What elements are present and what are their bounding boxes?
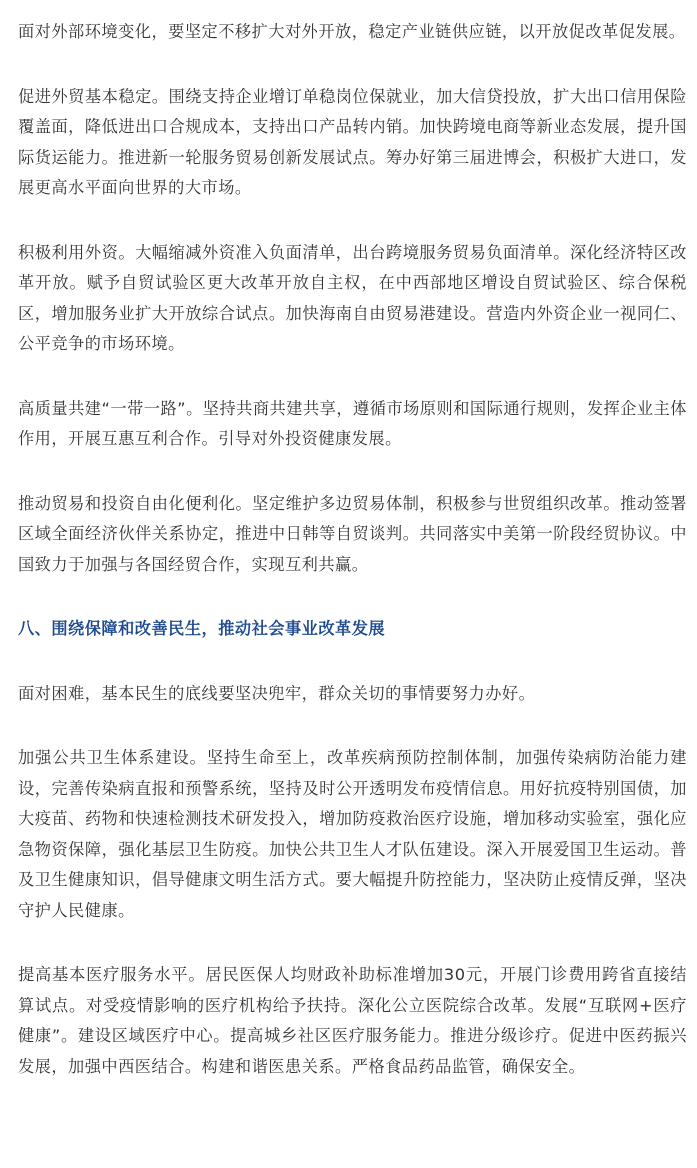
paragraph-livelihood: 面对困难，基本民生的底线要坚决兜牢，群众关切的事情要努力办好。 bbox=[18, 683, 536, 703]
paragraph-foreign-investment: 积极利用外资。大幅缩减外资准入负面清单，出台跨境服务贸易负面清单。深化经济特区改革开放。赋予自贸试验区更大改革开放自主权，在中西部地区增设自贸试验区、综合保税区，增加服务业扩大开放综合试点。加快海南自由贸易港建设。营造内外资企业一视同仁、公平竞争的市场环境。 bbox=[18, 242, 687, 353]
paragraph-open-economy: 面对外部环境变化，要坚定不移扩大对外开放，稳定产业链供应链，以开放促改革促发展。 bbox=[18, 22, 686, 41]
paragraph-medical-services: 提高基本医疗服务水平。居民医保人均财政补助标准增加30元，开展门诊费用跨省直接结算试点。对受疫情影响的医疗机构给予扶持。深化公立医院综合改革。发展“互联网+医疗健康”。建设区域医疗中心。提高城乡社区医疗服务能力。推进分级诊疗。促进中医药振兴发展，加强中西医结合。构建和谐医患关系。严格食品药品监管，确保安全。 bbox=[18, 965, 687, 1076]
paragraph-foreign-trade: 促进外贸基本稳定。围绕支持企业增订单稳岗位保就业，加大信贷投放，扩大出口信用保险覆盖面，降低进出口合规成本，支持出口产品转内销。加快跨境电商等新业态发展，提升国际货运能力。推进新一轮服务贸易创新发展试点。筹办好第三届进博会，积极扩大进口，发展更高水平面向世界的大市场。 bbox=[18, 86, 687, 197]
section-heading: 八、围绕保障和改善民生，推动社会事业改革发展 bbox=[18, 619, 386, 638]
paragraph-public-health: 加强公共卫生体系建设。坚持生命至上，改革疾病预防控制体制，加强传染病防治能力建设，完善传染病直报和预警系统，坚持及时公开透明发布疫情信息。用好抗疫特别国债，加大疫苗、药物和快速检测技术研发投入，增加防疫救治医疗设施，增加移动实验室，强化应急物资保障，强化基层卫生防疫。加快公共卫生人才队伍建设。深入开展爱国卫生运动。普及卫生健康知识，倡导健康文明生活方式。要大幅提升防控能力，坚决防止疫情反弹，坚决守护人民健康。 bbox=[18, 748, 687, 920]
paragraph-belt-and-road: 高质量共建“一带一路”。坚持共商共建共享，遵循市场原则和国际通行规则，发挥企业主体作用，开展互惠互利合作。引导对外投资健康发展。 bbox=[18, 398, 687, 448]
paragraph-trade-liberalization: 推动贸易和投资自由化便利化。坚定维护多边贸易体制，积极参与世贸组织改革。推动签署区域全面经济伙伴关系协定，推进中日韩等自贸谈判。共同落实中美第一阶段经贸协议。中国致力于加强与各国经贸合作，实现互利共赢。 bbox=[18, 493, 687, 574]
